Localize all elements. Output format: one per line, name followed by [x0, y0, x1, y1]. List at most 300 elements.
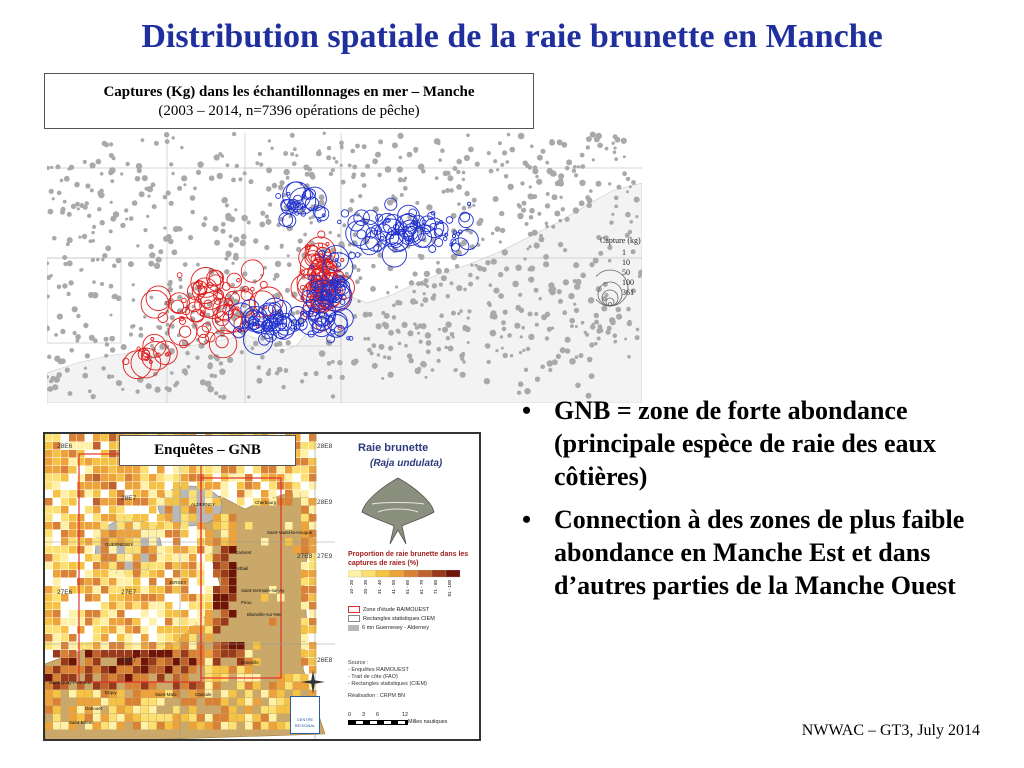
zero-catch-point — [214, 240, 220, 246]
grid-cell — [285, 490, 293, 498]
zero-catch-point — [149, 252, 155, 258]
zero-catch-point — [195, 356, 199, 360]
grid-cell — [61, 458, 69, 466]
grid-cell — [149, 490, 157, 498]
zero-catch-point — [606, 330, 611, 335]
zero-catch-point — [425, 332, 431, 338]
zero-catch-point — [446, 336, 450, 340]
grid-cell — [309, 522, 317, 530]
zero-catch-point — [295, 310, 300, 315]
ices-label-26e7: 26E7 — [121, 657, 137, 664]
bullet-dot-icon: • — [522, 505, 532, 534]
grid-cell — [213, 714, 221, 722]
grid-cell — [45, 554, 53, 562]
grid-cell — [165, 506, 173, 514]
grid-cell — [125, 698, 133, 706]
zero-catch-point — [579, 353, 584, 358]
grid-cell — [149, 474, 157, 482]
zero-catch-point — [241, 234, 247, 240]
grid-cell — [133, 618, 141, 626]
zero-catch-point — [243, 171, 247, 175]
species-name: Raie brunette — [358, 442, 429, 454]
grid-cell — [77, 482, 85, 490]
zero-catch-point — [472, 198, 477, 203]
zero-catch-point — [388, 372, 394, 378]
zero-catch-point — [221, 222, 226, 227]
zero-catch-point — [370, 286, 376, 292]
grid-cell — [157, 498, 165, 506]
capture-legend-circles — [596, 234, 644, 314]
grid-cell — [93, 634, 101, 642]
zero-catch-point — [57, 314, 63, 320]
grid-cell — [269, 682, 277, 690]
grid-cell — [117, 578, 125, 586]
zero-catch-point — [99, 189, 103, 193]
grid-cell — [189, 546, 197, 554]
grid-cell — [93, 490, 101, 498]
zero-catch-point — [363, 312, 369, 318]
place-cherbourg: Cherbourg — [255, 500, 277, 505]
grid-cell — [301, 602, 309, 610]
grid-cell — [133, 570, 141, 578]
grid-cell — [221, 714, 229, 722]
grid-cell — [261, 490, 269, 498]
zero-catch-point — [626, 190, 629, 193]
grid-cell — [157, 594, 165, 602]
zero-catch-point — [466, 133, 470, 137]
capture-circle — [382, 243, 406, 267]
zero-catch-point — [455, 264, 459, 268]
capture-circle — [222, 282, 230, 290]
class-label: 10 - 20 — [349, 580, 354, 595]
grid-cell — [253, 682, 261, 690]
zero-catch-point — [540, 149, 545, 154]
grid-cell — [181, 642, 189, 650]
grid-cell — [77, 490, 85, 498]
grid-cell — [117, 706, 125, 714]
zero-catch-point — [372, 343, 377, 348]
zero-catch-point — [358, 194, 362, 198]
grid-cell — [109, 458, 117, 466]
ices-label-28e9: 28E9 — [317, 499, 333, 506]
grid-cell — [309, 570, 317, 578]
grid-cell — [221, 562, 229, 570]
grid-cell — [101, 722, 109, 730]
grid-cell — [109, 554, 117, 562]
grid-cell — [109, 546, 117, 554]
zero-catch-point — [345, 272, 349, 276]
grid-cell — [125, 530, 133, 538]
zero-catch-point — [510, 147, 516, 153]
zero-catch-point — [613, 340, 617, 344]
zero-catch-point — [450, 281, 454, 285]
zero-catch-point — [410, 298, 416, 304]
grid-cell — [269, 690, 277, 698]
grid-cell — [149, 698, 157, 706]
zero-catch-point — [93, 338, 98, 343]
grid-cell — [221, 570, 229, 578]
zero-catch-point — [413, 147, 418, 152]
grid-cell — [77, 578, 85, 586]
zero-catch-point — [517, 213, 523, 219]
zero-catch-point — [491, 232, 494, 235]
grid-cell — [45, 458, 53, 466]
class-swatch — [418, 570, 432, 577]
zero-catch-point — [420, 303, 424, 307]
grid-cell — [69, 562, 77, 570]
grid-cell — [45, 482, 53, 490]
grid-cell — [125, 554, 133, 562]
grid-cell — [117, 602, 125, 610]
grid-cell — [101, 514, 109, 522]
zero-catch-point — [387, 356, 391, 360]
grid-cell — [45, 618, 53, 626]
place-carteret: Carteret — [235, 550, 252, 555]
grid-cell — [181, 634, 189, 642]
grid-cell — [53, 714, 61, 722]
grid-cell — [221, 578, 229, 586]
grid-cell — [141, 474, 149, 482]
grid-cell — [245, 482, 253, 490]
grid-cell — [301, 570, 309, 578]
zero-catch-point — [185, 351, 190, 356]
grid-cell — [189, 722, 197, 730]
zero-catch-point — [623, 155, 626, 158]
zero-catch-point — [548, 368, 552, 372]
zero-catch-point — [423, 292, 426, 295]
grid-cell — [125, 474, 133, 482]
grid-cell — [77, 514, 85, 522]
zero-catch-point — [558, 219, 562, 223]
grid-cell — [229, 570, 237, 578]
grid-cell — [133, 546, 141, 554]
zero-catch-point — [278, 185, 284, 191]
zero-catch-point — [617, 185, 622, 190]
zero-catch-point — [132, 283, 135, 286]
grid-cell — [149, 706, 157, 714]
zero-catch-point — [491, 314, 497, 320]
grid-cell — [189, 650, 197, 658]
place-portbail: Portbail — [233, 566, 249, 571]
zero-catch-point — [62, 283, 67, 288]
grid-cell — [261, 706, 269, 714]
slide-footer: NWWAC – GT3, July 2014 — [801, 722, 980, 739]
zero-catch-point — [141, 138, 145, 142]
place-saint-quay: Saint-Quay-Portrieux — [49, 680, 92, 685]
grid-cell — [165, 642, 173, 650]
grid-cell — [213, 618, 221, 626]
zero-catch-point — [290, 152, 294, 156]
zero-catch-point — [146, 215, 149, 218]
grid-cell — [61, 570, 69, 578]
grid-cell — [133, 602, 141, 610]
zero-catch-point — [116, 258, 122, 264]
zero-catch-point — [436, 268, 442, 274]
zero-catch-point — [514, 323, 520, 329]
zero-catch-point — [468, 147, 474, 153]
zero-catch-point — [622, 171, 627, 176]
grid-cell — [229, 610, 237, 618]
grid-cell — [149, 642, 157, 650]
grid-cell — [101, 618, 109, 626]
grid-cell — [133, 514, 141, 522]
grid-cell — [309, 434, 317, 442]
grid-cell — [77, 458, 85, 466]
zero-catch-point — [277, 367, 283, 373]
grid-cell — [61, 722, 69, 730]
grid-cell — [309, 642, 317, 650]
grid-cell — [93, 658, 101, 666]
zero-catch-point — [388, 346, 393, 351]
zero-catch-point — [121, 344, 127, 350]
grid-cell — [45, 546, 53, 554]
grid-cell — [149, 578, 157, 586]
grid-cell — [117, 634, 125, 642]
zero-catch-point — [220, 229, 225, 234]
zero-catch-point — [107, 374, 112, 379]
grid-cell — [141, 714, 149, 722]
zero-catch-point — [190, 195, 196, 201]
zero-catch-point — [586, 203, 592, 209]
grid-cell — [181, 474, 189, 482]
capture-legend-value-361: 361 — [622, 288, 634, 297]
grid-cell — [253, 482, 261, 490]
grid-cell — [109, 706, 117, 714]
zero-catch-point — [231, 178, 236, 183]
grid-cell — [285, 474, 293, 482]
grid-cell — [181, 570, 189, 578]
grid-cell — [221, 546, 229, 554]
capture-legend-value-1: 1 — [622, 248, 626, 257]
grid-cell — [221, 586, 229, 594]
grid-cell — [61, 466, 69, 474]
zero-catch-point — [418, 254, 422, 258]
zero-catch-point — [67, 260, 73, 266]
grid-cell — [189, 562, 197, 570]
zero-catch-point — [556, 354, 561, 359]
zero-catch-point — [519, 308, 524, 313]
grid-cell — [229, 650, 237, 658]
zero-catch-point — [440, 148, 445, 153]
zero-catch-point — [201, 222, 206, 227]
place-dahouet: Dahouët — [85, 706, 103, 711]
grid-cell — [109, 466, 117, 474]
zero-catch-point — [404, 344, 408, 348]
zero-catch-point — [112, 156, 116, 160]
grid-cell — [93, 554, 101, 562]
bullet-list — [518, 394, 996, 612]
grid-cell — [45, 498, 53, 506]
grid-cell — [181, 682, 189, 690]
grid-cell — [301, 522, 309, 530]
grid-cell — [69, 498, 77, 506]
grid-cell — [173, 530, 181, 538]
grid-cell — [157, 570, 165, 578]
grid-cell — [77, 586, 85, 594]
scale-label-3: 3 — [362, 712, 366, 718]
zero-catch-point — [546, 192, 550, 196]
zero-catch-point — [83, 205, 88, 210]
grid-cell — [53, 434, 61, 442]
grid-cell — [69, 634, 77, 642]
zero-catch-point — [419, 340, 423, 344]
grid-cell — [245, 690, 253, 698]
grid-cell — [213, 522, 221, 530]
class-swatch — [446, 570, 460, 577]
grid-cell — [85, 650, 93, 658]
grid-cell — [69, 706, 77, 714]
grid-cell — [165, 650, 173, 658]
grid-cell — [109, 698, 117, 706]
grid-cell — [125, 634, 133, 642]
zero-catch-point — [233, 253, 238, 258]
capture-circle — [151, 338, 154, 341]
grid-cell — [213, 570, 221, 578]
grid-cell — [285, 482, 293, 490]
grid-cell — [269, 490, 277, 498]
grid-cell — [53, 642, 61, 650]
grid-cell — [301, 626, 309, 634]
zero-catch-point — [221, 198, 226, 203]
grid-cell — [165, 498, 173, 506]
grid-cell — [221, 554, 229, 562]
zero-catch-point — [558, 299, 563, 304]
grid-cell — [165, 530, 173, 538]
zero-catch-point — [77, 207, 80, 210]
source-line-3: - Rectangles statistiques (CIEM) — [348, 681, 427, 687]
zero-catch-point — [594, 342, 598, 346]
zero-catch-point — [208, 354, 213, 359]
grid-cell — [85, 594, 93, 602]
grid-cell — [53, 450, 61, 458]
grid-cell — [229, 714, 237, 722]
scale-label-12: 12 — [402, 712, 409, 718]
zero-catch-point — [337, 360, 342, 365]
grid-cell — [173, 562, 181, 570]
zero-catch-point — [87, 214, 91, 218]
grid-cell — [269, 466, 277, 474]
zero-catch-point — [124, 208, 128, 212]
grid-cell — [237, 642, 245, 650]
grid-cell — [69, 490, 77, 498]
zero-catch-point — [96, 258, 100, 262]
grid-cell — [93, 522, 101, 530]
zero-catch-point — [484, 378, 490, 384]
zero-catch-point — [68, 391, 73, 396]
zero-catch-point — [249, 179, 254, 184]
grid-cell — [109, 602, 117, 610]
grid-cell — [69, 650, 77, 658]
class-swatch — [404, 570, 418, 577]
zero-catch-point — [303, 233, 307, 237]
grid-cell — [205, 602, 213, 610]
zero-catch-point — [234, 208, 237, 211]
grid-cell — [133, 522, 141, 530]
zero-catch-point — [101, 366, 106, 371]
grid-cell — [205, 610, 213, 618]
zero-catch-point — [50, 166, 53, 169]
grid-cell — [269, 698, 277, 706]
crpm-logo-text: CENTRE RÉGIONAL — [294, 717, 316, 728]
zero-catch-point — [166, 323, 170, 327]
zero-catch-point — [272, 183, 278, 189]
grid-cell — [133, 698, 141, 706]
grid-cell — [213, 658, 221, 666]
zero-catch-point — [217, 173, 223, 179]
grid-cell — [125, 626, 133, 634]
grid-cell — [173, 658, 181, 666]
zero-catch-point — [470, 263, 473, 266]
grid-cell — [149, 506, 157, 514]
grid-cell — [125, 674, 133, 682]
place-blainville: Blainville-sur-Mer — [247, 612, 282, 617]
zero-catch-point — [612, 142, 615, 145]
zero-catch-point — [241, 215, 248, 222]
class-swatch — [432, 570, 446, 577]
grid-cell — [125, 522, 133, 530]
zero-catch-point — [85, 183, 90, 188]
scale-label-0: 0 — [348, 712, 352, 718]
grid-cell — [237, 714, 245, 722]
zero-catch-point — [442, 327, 448, 333]
grid-cell — [93, 458, 101, 466]
zero-catch-point — [636, 328, 640, 332]
capture-circle — [179, 326, 190, 337]
grid-cell — [221, 514, 229, 522]
zero-catch-point — [138, 333, 143, 338]
zero-catch-point — [169, 201, 174, 206]
zero-catch-point — [468, 282, 473, 287]
zero-catch-point — [226, 163, 230, 167]
zero-catch-point — [490, 330, 497, 337]
grid-cell — [85, 642, 93, 650]
zero-catch-point — [456, 285, 462, 291]
grid-cell — [61, 522, 69, 530]
zero-catch-point — [105, 245, 111, 251]
grid-cell — [301, 466, 309, 474]
zero-catch-point — [626, 177, 630, 181]
grid-cell — [93, 586, 101, 594]
zero-catch-point — [446, 171, 451, 176]
grid-cell — [189, 466, 197, 474]
zero-catch-point — [147, 195, 150, 198]
zero-catch-point — [543, 261, 549, 267]
grid-cell — [301, 586, 309, 594]
zero-catch-point — [493, 196, 499, 202]
zero-catch-point — [558, 173, 564, 179]
grid-cell — [45, 594, 53, 602]
zero-catch-point — [266, 167, 272, 173]
source-line-5: Réalisation : CRPM BN — [348, 693, 406, 699]
zero-catch-point — [102, 253, 107, 258]
grid-cell — [53, 610, 61, 618]
grid-cell — [221, 594, 229, 602]
grid-cell — [101, 682, 109, 690]
grid-cell — [109, 530, 117, 538]
source-line-1: - Enquêtes RAIMOUEST — [348, 667, 409, 673]
zero-catch-point — [169, 162, 173, 166]
grid-cell — [117, 618, 125, 626]
zero-catch-point — [372, 158, 378, 164]
grid-cell — [101, 626, 109, 634]
zero-catch-point — [266, 219, 272, 225]
zero-catch-point — [143, 228, 147, 232]
zero-catch-point — [549, 139, 554, 144]
zero-catch-point — [379, 344, 385, 350]
grid-cell — [165, 602, 173, 610]
zero-catch-point — [331, 168, 335, 172]
grid-cell — [61, 618, 69, 626]
